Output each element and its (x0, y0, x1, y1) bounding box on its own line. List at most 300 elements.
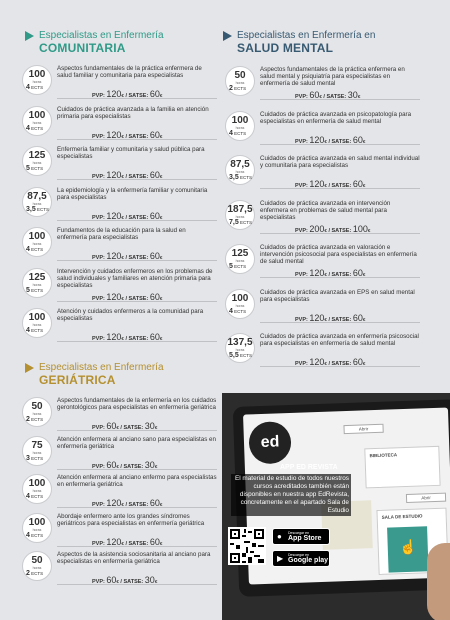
course-price: PVP: 60€ / SATSE: 30€ (92, 421, 158, 431)
badge-hours: 87,5 (230, 159, 250, 170)
euro-sign: € (121, 336, 124, 341)
satse-value: 60 (149, 210, 160, 221)
euro-sign: € (121, 214, 124, 220)
satse-label: SATSE: (128, 174, 149, 180)
ects-value: 4 (229, 129, 233, 137)
pvp-value: 120 (106, 536, 122, 547)
section-title: GERIÁTRICA (39, 373, 116, 387)
hours-badge (22, 551, 52, 581)
ects-label: ECTS (234, 308, 247, 314)
pvp-value: 60 (309, 90, 320, 100)
section-header-comunitaria (25, 30, 225, 56)
ects-value: 2 (26, 416, 30, 423)
course-item (22, 474, 217, 510)
hand-image (427, 543, 450, 620)
ects-label: ECTS (31, 125, 44, 131)
pvp-label: PVP: (92, 255, 105, 261)
course-item (225, 289, 420, 325)
badge-hours: 100 (231, 114, 249, 126)
hours-badge (22, 106, 52, 136)
pvp-label: PVP: (92, 425, 105, 431)
euro-sign: € (324, 227, 327, 233)
satse-value: 60 (352, 179, 363, 189)
euro-sign: € (324, 272, 327, 277)
euro-sign: € (121, 133, 124, 139)
euro-sign: € (159, 93, 163, 98)
satse-label: SATSE: (128, 255, 149, 261)
pvp-value: 120 (106, 89, 122, 99)
badge-ects (26, 455, 43, 462)
divider (57, 179, 217, 180)
euro-sign: € (362, 361, 366, 366)
euro-sign: € (159, 214, 163, 220)
satse-label: SATSE: (331, 227, 352, 234)
euro-sign: € (121, 295, 124, 301)
divider (57, 469, 217, 470)
pvp-value: 120 (106, 129, 122, 140)
badge-hours: 50 (31, 401, 43, 412)
course-item (22, 227, 217, 263)
badge-ects (26, 84, 43, 91)
course-price: PVP: 120€ / SATSE: 60€ (92, 291, 163, 302)
section-title: SALUD MENTAL (237, 41, 334, 55)
divider (57, 507, 217, 508)
badge-ects (26, 532, 43, 539)
course-price: PVP: 120€ / SATSE: 60€ (295, 312, 366, 323)
satse-label: SATSE: (128, 214, 149, 221)
euro-sign: € (121, 255, 124, 260)
badge-ects (229, 174, 252, 181)
satse-label: SATSE: (128, 540, 149, 547)
course-item (22, 308, 217, 344)
course-item (22, 268, 217, 304)
divider (260, 233, 420, 234)
arrow-icon (223, 31, 232, 41)
satse-value: 30 (144, 459, 155, 470)
ects-label: ECTS (234, 86, 247, 91)
badge-ects (229, 352, 252, 359)
ects-label: ECTS (37, 206, 50, 212)
hours-badge (22, 65, 52, 95)
screen-card-biblioteca (364, 446, 440, 489)
pvp-value: 120 (106, 498, 122, 508)
ects-label: ECTS (31, 166, 44, 171)
pvp-label: PVP: (92, 502, 105, 508)
badge-hours: 100 (28, 312, 46, 323)
badge-hours: 100 (28, 516, 46, 528)
satse-label: SATSE: (128, 93, 149, 99)
pvp-label: PVP: (92, 463, 105, 470)
badge-hours-label: horas (32, 120, 42, 125)
hours-badge (22, 146, 52, 176)
satse-value: 30 (347, 90, 358, 100)
pvp-label: PVP: (92, 579, 105, 585)
ects-label: ECTS (234, 264, 247, 269)
satse-value: 60 (352, 268, 363, 278)
course-item (225, 200, 420, 236)
euro-sign: € (154, 425, 158, 430)
qr-code-icon (228, 527, 266, 565)
course-title: Cuidados de práctica avanzada en psicopatología para especialistas en enfermería de salud mental (260, 110, 412, 125)
app-store-button[interactable] (272, 528, 330, 545)
satse-label: SATSE: (331, 183, 352, 189)
ects-label: ECTS (31, 247, 44, 252)
euro-sign: € (116, 579, 119, 584)
badge-hours-label: horas (32, 527, 42, 532)
course-item (22, 65, 217, 101)
badge-ects (26, 327, 43, 334)
divider (57, 546, 217, 547)
ects-label: ECTS (240, 219, 253, 225)
course-item (225, 111, 420, 147)
course-price: PVP: 120€ / SATSE: 60€ (92, 332, 163, 342)
course-price: PVP: 120€ / SATSE: 60€ (92, 129, 163, 140)
arrow-icon (25, 363, 34, 373)
euro-sign: € (159, 133, 163, 139)
badge-ects (229, 219, 252, 226)
euro-sign: € (324, 183, 327, 188)
course-price: PVP: 120€ / SATSE: 60€ (92, 536, 163, 547)
course-list-comunitaria (22, 65, 217, 345)
google-play-button[interactable] (272, 550, 330, 567)
divider (260, 99, 420, 100)
section-subtitle: Especialistas en Enfermería en (237, 30, 376, 41)
satse-value: 60 (149, 498, 160, 508)
pvp-value: 120 (106, 210, 122, 221)
hours-badge (22, 397, 52, 427)
divider (57, 584, 217, 585)
course-item (22, 146, 217, 182)
euro-sign: € (362, 183, 366, 188)
satse-value: 60 (149, 89, 160, 99)
section-header-geriatrica (25, 362, 225, 388)
badge-hours-label: horas (32, 323, 42, 327)
pvp-value: 60 (106, 575, 117, 585)
ects-value: 4 (26, 327, 30, 334)
course-list-geriatrica (22, 397, 217, 612)
hours-badge (22, 187, 52, 217)
badge-hours-label: horas (235, 125, 245, 130)
euro-sign: € (319, 94, 322, 99)
pvp-label: PVP: (92, 174, 105, 180)
badge-hours-label: horas (32, 80, 42, 84)
course-title: Atención y cuidados enfermeros a la comunidad para especialistas (57, 308, 204, 323)
badge-hours: 125 (28, 271, 46, 283)
pvp-label: PVP: (295, 316, 308, 323)
badge-hours: 137,5 (227, 337, 253, 348)
badge-hours: 50 (31, 555, 43, 566)
hours-badge (225, 111, 255, 141)
course-price: PVP: 120€ / SATSE: 60€ (295, 357, 366, 367)
satse-value: 60 (352, 357, 363, 367)
course-price: PVP: 120€ / SATSE: 60€ (92, 251, 163, 261)
app-description: El material de estudio de todos nuestros cursos acreditados también están disponibles en nuestra app EdRevista, concretamente en el apartado Sala de Estudio (231, 474, 351, 516)
hours-badge (22, 268, 52, 298)
badge-ects (26, 165, 43, 172)
badge-hours: 100 (231, 292, 249, 304)
qr-code (228, 527, 266, 565)
ects-value: 4 (26, 531, 30, 539)
ects-value: 3,5 (26, 205, 36, 213)
satse-value: 60 (149, 332, 160, 342)
badge-hours: 100 (28, 231, 46, 242)
satse-value: 100 (352, 223, 368, 234)
course-item (22, 436, 217, 472)
course-item (225, 333, 420, 369)
satse-value: 30 (144, 421, 155, 431)
course-item (22, 187, 217, 223)
hours-badge (225, 155, 255, 185)
course-title: Cuidados de práctica avanzada en intervención enfermera en problemas de salud mental para especialistas (260, 199, 391, 221)
course-title: Atención enfermera al anciano sano para especialistas en enfermería geriátrica (57, 435, 216, 450)
satse-label: SATSE: (123, 425, 144, 431)
badge-hours-label: horas (32, 161, 42, 165)
pvp-label: PVP: (295, 361, 308, 367)
arrow-icon (25, 31, 34, 41)
euro-sign: € (121, 540, 124, 546)
ects-value: 5,5 (229, 352, 239, 359)
euro-sign: € (362, 316, 366, 322)
badge-hours-label: horas (235, 348, 245, 352)
divider (57, 220, 217, 221)
hours-badge (22, 308, 52, 338)
euro-sign: € (159, 540, 163, 546)
pvp-value: 120 (309, 134, 325, 145)
pvp-value: 200 (309, 223, 325, 234)
badge-hours: 87,5 (27, 190, 47, 202)
ects-label: ECTS (240, 353, 253, 358)
badge-hours-label: horas (235, 214, 245, 219)
ects-value: 4 (229, 307, 233, 315)
ects-label: ECTS (31, 85, 44, 90)
ects-label: ECTS (31, 532, 44, 538)
divider (57, 341, 217, 342)
euro-sign: € (159, 174, 163, 179)
course-title: Aspectos fundamentales de la enfermería en los cuidados gerontológicos para especialistas en enfermería geriátrica (57, 397, 217, 412)
badge-ects (229, 263, 246, 270)
ects-value: 4 (26, 493, 30, 500)
section-title: COMUNITARIA (39, 41, 126, 55)
euro-sign: € (159, 255, 163, 260)
screen-card-label: SALA DE ESTUDIO (381, 513, 423, 520)
course-price: PVP: 120€ / SATSE: 60€ (92, 170, 163, 180)
ects-label: ECTS (240, 175, 253, 180)
badge-ects (26, 246, 43, 253)
euro-sign: € (324, 138, 327, 144)
pvp-label: PVP: (92, 93, 105, 99)
app-title: APP ED REVISTA (280, 464, 338, 471)
course-item (225, 155, 420, 191)
hours-badge (22, 227, 52, 257)
euro-sign: € (324, 361, 327, 366)
ects-label: ECTS (31, 494, 44, 499)
ects-value: 3,5 (229, 174, 239, 181)
ects-value: 3 (26, 454, 30, 462)
badge-ects (229, 308, 246, 315)
ects-value: 2 (26, 570, 30, 577)
pvp-value: 120 (106, 332, 122, 342)
euro-sign: € (324, 316, 327, 322)
course-price: PVP: 120€ / SATSE: 60€ (295, 134, 366, 145)
badge-hours: 75 (31, 439, 43, 451)
badge-hours: 100 (28, 69, 46, 80)
ects-label: ECTS (234, 130, 247, 136)
satse-label: SATSE: (331, 272, 352, 278)
satse-label: SATSE: (326, 94, 347, 100)
badge-hours-label: horas (32, 242, 42, 246)
play-icon: ▶ (277, 554, 284, 563)
course-title: La epidemiología y la enfermería familiar y comunitaria para especialistas (57, 186, 208, 201)
screen-card-teal (387, 526, 429, 572)
pvp-value: 120 (309, 357, 325, 367)
badge-hours: 125 (231, 248, 249, 259)
hours-badge (225, 66, 255, 96)
course-title: Abordaje enfermero ante los grandes síndromes geriátricos para especialistas en enfermería geriátrica (57, 512, 205, 527)
satse-value: 60 (149, 291, 160, 302)
divider (260, 277, 420, 278)
apple-icon: ● (277, 532, 282, 541)
course-list-salud-mental (225, 66, 420, 366)
course-title: Cuidados de práctica avanzada en EPS en salud mental para especialistas (260, 288, 415, 303)
hours-badge (225, 200, 255, 230)
badge-ects (26, 493, 43, 500)
badge-hours-label: horas (235, 81, 245, 85)
badge-hours-label: horas (235, 303, 245, 308)
hours-badge (225, 333, 255, 363)
pvp-value: 120 (106, 291, 122, 302)
course-item (22, 106, 217, 142)
course-item (22, 397, 217, 433)
hand-pointer-icon: ☝ (399, 538, 418, 556)
course-title: Fundamentos de la educación para la salud en enfermería para especialistas (57, 227, 186, 242)
pvp-label: PVP: (92, 540, 105, 547)
badge-hours-label: horas (32, 489, 42, 493)
euro-sign: € (116, 425, 119, 430)
ects-value: 5 (229, 263, 233, 270)
badge-hours-label: horas (32, 201, 42, 206)
course-price: PVP: 200€ / SATSE: 100€ (295, 223, 371, 234)
course-price: PVP: 120€ / SATSE: 60€ (295, 268, 366, 278)
badge-hours: 187,5 (227, 203, 253, 215)
course-title: Cuidados de práctica avanzada a la familia en atención primaria para especialistas (57, 105, 209, 120)
course-price: PVP: 60€ / SATSE: 30€ (92, 575, 158, 585)
ects-label: ECTS (31, 571, 44, 576)
screen-card-label: BIBLIOTECA (369, 452, 398, 459)
badge-hours: 50 (234, 70, 246, 81)
satse-value: 60 (149, 129, 160, 140)
ects-label: ECTS (31, 455, 44, 461)
ects-value: 4 (26, 84, 30, 91)
hours-badge (22, 513, 52, 543)
screen-open-button: Abrir (406, 493, 446, 503)
satse-value: 30 (144, 575, 155, 585)
satse-label: SATSE: (331, 138, 352, 145)
course-title: Intervención y cuidados enfermeros en los problemas de salud individuales y familiares en atención primaria para especialistas (57, 267, 213, 289)
badge-ects (229, 85, 246, 92)
divider (260, 322, 420, 323)
screen-open-button: Abrir (343, 424, 383, 434)
pvp-label: PVP: (92, 133, 105, 140)
pvp-value: 60 (106, 421, 117, 431)
badge-hours-label: horas (32, 282, 42, 287)
store-small-label: Descargar en (288, 531, 310, 535)
course-item (22, 513, 217, 549)
satse-label: SATSE: (331, 361, 352, 367)
satse-value: 60 (149, 536, 160, 547)
pvp-value: 120 (106, 251, 122, 261)
badge-hours: 100 (28, 478, 46, 489)
badge-hours-label: horas (32, 412, 42, 416)
ects-value: 5 (26, 286, 30, 294)
ed-logo: ed (248, 421, 291, 464)
store-small-label: Descargar en (288, 553, 310, 557)
divider (57, 139, 217, 140)
badge-ects (26, 287, 43, 294)
course-price: PVP: 60€ / SATSE: 30€ (92, 459, 158, 470)
euro-sign: € (159, 295, 163, 301)
satse-label: SATSE: (331, 316, 352, 323)
ects-label: ECTS (31, 328, 44, 333)
badge-hours-label: horas (32, 566, 42, 570)
course-title: Atención enfermera al anciano enfermo para especialistas en enfermería geriátrica (57, 474, 217, 489)
pvp-label: PVP: (295, 94, 308, 100)
pvp-value: 60 (106, 459, 117, 470)
satse-value: 60 (352, 134, 363, 145)
badge-ects (26, 416, 43, 423)
course-item (22, 551, 217, 587)
ects-value: 4 (26, 124, 30, 132)
badge-ects (26, 570, 43, 577)
hours-badge (22, 436, 52, 466)
ects-value: 7,5 (229, 218, 239, 226)
hours-badge (225, 289, 255, 319)
course-title: Cuidados de práctica avanzada en valoración e intervención psicosocial para especialistas en enfermería de salud mental (260, 244, 417, 266)
divider (260, 366, 420, 367)
ects-label: ECTS (31, 287, 44, 293)
hours-badge (22, 474, 52, 504)
course-price: PVP: 120€ / SATSE: 60€ (92, 498, 163, 508)
pvp-label: PVP: (295, 272, 308, 278)
satse-label: SATSE: (128, 502, 149, 508)
hours-badge (225, 244, 255, 274)
pvp-label: PVP: (92, 336, 105, 342)
euro-sign: € (362, 138, 366, 144)
badge-ects (26, 206, 49, 213)
pvp-value: 120 (309, 312, 325, 323)
badge-ects (26, 125, 43, 132)
pvp-label: PVP: (295, 227, 308, 234)
euro-sign: € (357, 94, 361, 99)
course-title: Aspectos fundamentales de la práctica enfermera en salud mental y psiquiatría para especialistas en enfermería de salud mental (260, 66, 405, 88)
section-header-salud-mental (223, 30, 423, 56)
course-item (225, 244, 420, 280)
store-big-label: Google play (288, 557, 329, 564)
satse-label: SATSE: (123, 463, 144, 470)
euro-sign: € (154, 579, 158, 584)
satse-label: SATSE: (128, 336, 149, 342)
pvp-label: PVP: (92, 214, 105, 221)
section-subtitle: Especialistas en Enfermería (39, 362, 164, 373)
divider (260, 144, 420, 145)
euro-sign: € (121, 93, 124, 98)
euro-sign: € (154, 463, 158, 469)
divider (57, 98, 217, 99)
pvp-value: 120 (309, 268, 325, 278)
course-title: Enfermería familiar y comunitaria y salud pública para especialistas (57, 146, 205, 161)
course-item (225, 66, 420, 102)
pvp-value: 120 (309, 179, 325, 189)
course-title: Cuidados de práctica avanzada en enfermería psicosocial para especialistas en enfermería de salud mental (260, 333, 419, 348)
